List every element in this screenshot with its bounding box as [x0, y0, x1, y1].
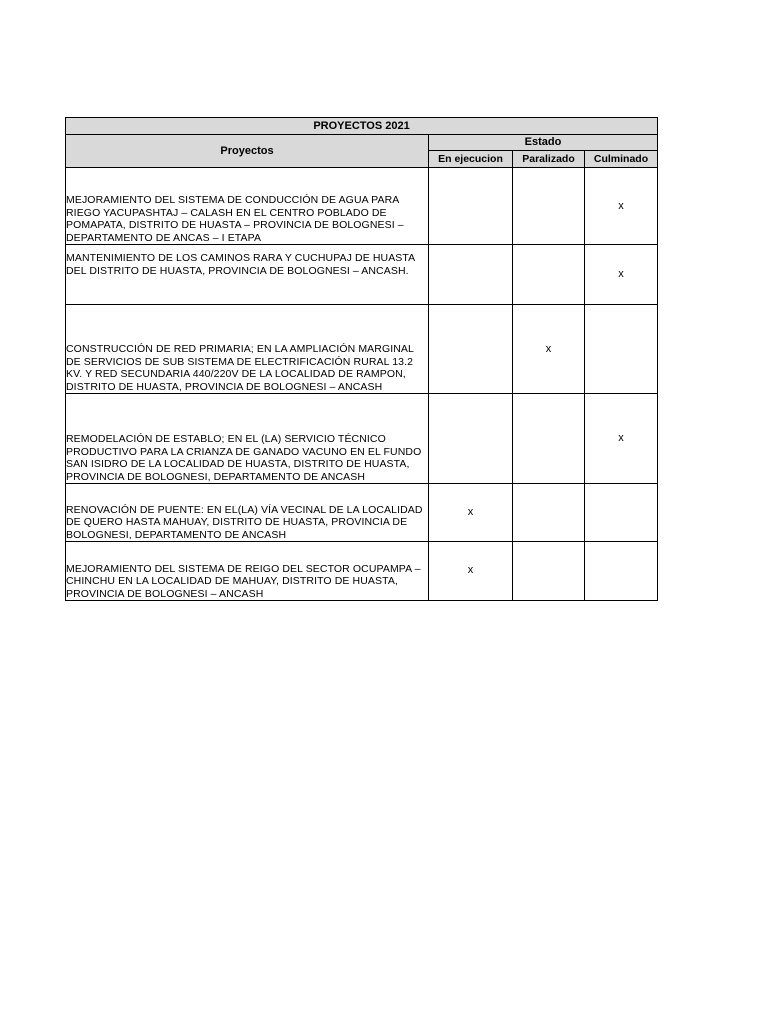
status-paralizado: x — [513, 305, 585, 394]
projects-table — [65, 117, 658, 601]
header-en-ejecucion: En ejecucion — [429, 151, 513, 168]
status-culminado — [585, 542, 658, 601]
status-paralizado — [513, 168, 585, 245]
status-culminado: x — [585, 168, 658, 245]
header-culminado: Culminado — [585, 151, 658, 168]
status-paralizado — [513, 542, 585, 601]
status-paralizado — [513, 484, 585, 542]
status-culminado: x — [585, 394, 658, 484]
project-name: REMODELACIÓN DE ESTABLO; EN EL (LA) SERVICIO TÉCNICO PRODUCTIVO PARA LA CRIANZA DE GANADO VACUNO EN EL FUNDO SAN ISIDRO DE LA LOCALIDAD DE HUASTA, DISTRITO DE HUASTA, PROVINCIA DE BOLOGNESI, DEPARTAMENTO DE ANCASH — [66, 394, 429, 484]
status-paralizado — [513, 245, 585, 305]
header-proyectos: Proyectos — [66, 135, 429, 168]
table-row — [66, 542, 658, 601]
project-name: CONSTRUCCIÓN DE RED PRIMARIA; EN LA AMPLIACIÓN MARGINAL DE SERVICIOS DE SUB SISTEMA DE ELECTRIFICACIÓN RURAL 13.2 KV. Y RED SECUNDARIA 440/220V DE LA LOCALIDAD DE RAMPON, DISTRITO DE HUASTA, PROVINCIA DE BOLOGNESI – ANCASH — [66, 305, 429, 394]
table-title: PROYECTOS 2021 — [66, 118, 658, 135]
project-name: MANTENIMIENTO DE LOS CAMINOS RARA Y CUCHUPAJ DE HUASTA DEL DISTRITO DE HUASTA, PROVINCIA DE BOLOGNESI – ANCASH. — [66, 245, 429, 305]
table-row — [66, 484, 658, 542]
table-row — [66, 394, 658, 484]
status-en-ejecucion — [429, 168, 513, 245]
status-en-ejecucion — [429, 245, 513, 305]
project-name: MEJORAMIENTO DEL SISTEMA DE REIGO DEL SECTOR OCUPAMPA – CHINCHU EN LA LOCALIDAD DE MAHUAY, DISTRITO DE HUASTA, PROVINCIA DE BOLOGNESI – ANCASH — [66, 542, 429, 601]
status-en-ejecucion: x — [429, 542, 513, 601]
status-en-ejecucion — [429, 394, 513, 484]
table-row — [66, 245, 658, 305]
header-row — [66, 135, 658, 151]
project-name: MEJORAMIENTO DEL SISTEMA DE CONDUCCIÓN DE AGUA PARA RIEGO YACUPASHTAJ – CALASH EN EL CENTRO POBLADO DE POMAPATA, DISTRITO DE HUASTA – PROVINCIA DE BOLOGNESI – DEPARTAMENTO DE ANCAS – I ETAPA — [66, 168, 429, 245]
status-culminado — [585, 305, 658, 394]
header-estado: Estado — [429, 135, 658, 151]
status-paralizado — [513, 394, 585, 484]
table-row — [66, 168, 658, 245]
table-row — [66, 305, 658, 394]
header-paralizado: Paralizado — [513, 151, 585, 168]
status-culminado: x — [585, 245, 658, 305]
table-title-row — [66, 118, 658, 135]
status-culminado — [585, 484, 658, 542]
status-en-ejecucion: x — [429, 484, 513, 542]
project-name: RENOVACIÓN DE PUENTE: EN EL(LA) VÍA VECINAL DE LA LOCALIDAD DE QUERO HASTA MAHUAY, DISTRITO DE HUASTA, PROVINCIA DE BOLOGNESI, DEPARTAMENTO DE ANCASH — [66, 484, 429, 542]
status-en-ejecucion — [429, 305, 513, 394]
